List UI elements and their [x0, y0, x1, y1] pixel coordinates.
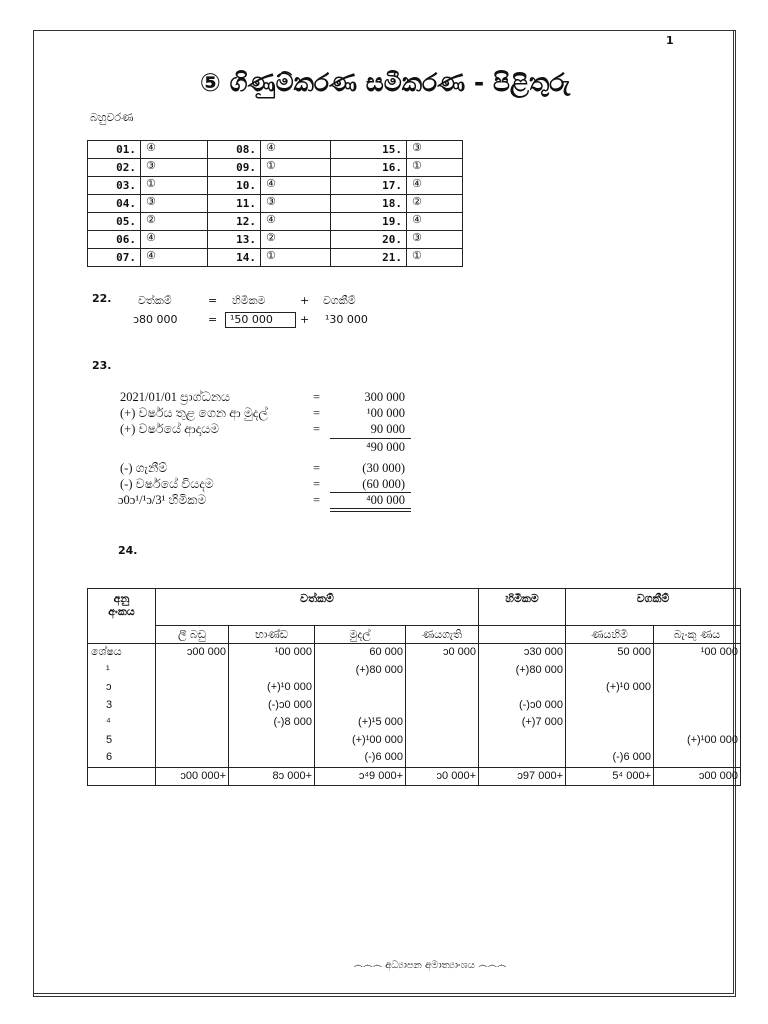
- table-row: [88, 662, 741, 680]
- ledger-cell: (+)80 000: [479, 662, 566, 680]
- ledger-cell: [156, 662, 229, 680]
- q23-subtotal-value: ⁴90 000: [366, 440, 405, 454]
- ledger-cell: [654, 679, 741, 697]
- ledger-cell: [566, 662, 654, 680]
- table-row: [88, 644, 741, 662]
- q24-ledger-table: [87, 588, 741, 786]
- ledger-cell: (-)6 000: [566, 749, 654, 767]
- q22-number: 22.: [92, 292, 112, 305]
- ledger-subheader: ලී බඩු: [156, 626, 229, 644]
- q23-line-equals: =: [313, 493, 321, 507]
- ledger-row-label: 6: [88, 749, 156, 767]
- mcq-answer: ④: [141, 141, 208, 159]
- mcq-question-number: 15.: [331, 141, 407, 159]
- q23-line-label: 2021/01/01 ප්‍රාග්ධනය: [120, 390, 230, 404]
- ledger-total-cell: [88, 767, 156, 785]
- q23-double-rule-bottom: [330, 511, 411, 512]
- mcq-question-number: 05.: [88, 213, 141, 231]
- ledger-total-cell: 8ɔ 000+: [229, 767, 315, 785]
- ledger-cell: [229, 749, 315, 767]
- q24-number: 24.: [118, 544, 138, 557]
- table-row: [88, 697, 741, 715]
- mcq-section-label: බහුවරණ: [90, 111, 134, 124]
- mcq-question-number: 18.: [331, 195, 407, 213]
- mcq-answer: ④: [261, 213, 331, 231]
- q23-line-equals: =: [313, 422, 321, 436]
- mcq-row: [88, 213, 463, 231]
- ledger-cell: [406, 662, 479, 680]
- page-number: 1: [666, 34, 674, 47]
- mcq-question-number: 20.: [331, 231, 407, 249]
- ledger-cell: (+)¹5 000: [315, 714, 406, 732]
- q22-assets-label: වත්කම්: [138, 294, 172, 307]
- ledger-total-cell: ɔ⁴9 000+: [315, 767, 406, 785]
- mcq-question-number: 17.: [331, 177, 407, 195]
- q23-line-value: (60 000): [362, 477, 405, 491]
- ledger-cell: 60 000: [315, 644, 406, 662]
- q22-equity-label: හිමිකම: [232, 294, 266, 307]
- footer-ministry: ෴෴෴ අධ්‍යාපන අමාත්‍යාංශය ෴෴෴: [353, 960, 507, 971]
- ledger-cell: [566, 697, 654, 715]
- mcq-answer: ④: [407, 177, 463, 195]
- ledger-cell: [479, 679, 566, 697]
- ledger-cell: [315, 697, 406, 715]
- q23-line-equals: =: [313, 477, 321, 491]
- ledger-cell: [654, 749, 741, 767]
- mcq-question-number: 12.: [208, 213, 261, 231]
- q23-line-value: 300 000: [364, 390, 405, 404]
- ledger-total-cell: ɔ97 000+: [479, 767, 566, 785]
- ledger-header-number-line1: අනු: [113, 592, 130, 605]
- mcq-question-number: 10.: [208, 177, 261, 195]
- ledger-total-cell: ɔ00 000: [654, 767, 741, 785]
- q23-line-value: (30 000): [362, 461, 405, 475]
- ledger-subheader-row: [88, 626, 741, 644]
- ledger-cell: [406, 732, 479, 750]
- ledger-subheader: භාණ්ඩ: [229, 626, 315, 644]
- ledger-row-label: 5: [88, 732, 156, 750]
- ledger-cell: 50 000: [566, 644, 654, 662]
- ledger-cell: [406, 679, 479, 697]
- ledger-header-number-line2: අංකය: [108, 605, 135, 618]
- ledger-header-assets: වත්කම්: [156, 589, 479, 626]
- ledger-cell: (+)80 000: [315, 662, 406, 680]
- ledger-cell: [156, 749, 229, 767]
- ledger-cell: [315, 679, 406, 697]
- ledger-cell: ɔ0 000: [406, 644, 479, 662]
- mcq-question-number: 14.: [208, 249, 261, 267]
- ledger-cell: [229, 732, 315, 750]
- mcq-question-number: 11.: [208, 195, 261, 213]
- ledger-cell: (+)¹0 000: [229, 679, 315, 697]
- mcq-answer: ③: [141, 159, 208, 177]
- ledger-cell: ¹00 000: [654, 644, 741, 662]
- mcq-answer: ①: [141, 177, 208, 195]
- q22-equals-2: =: [208, 313, 218, 326]
- ledger-subheader: ණයගැති: [406, 626, 479, 644]
- ledger-cell: (-)8 000: [229, 714, 315, 732]
- table-row: [88, 679, 741, 697]
- mcq-answer: ②: [141, 213, 208, 231]
- q23-line-equals: =: [313, 461, 321, 475]
- q22-plus-2: +: [300, 313, 310, 326]
- mcq-answer: ①: [407, 159, 463, 177]
- ledger-cell: ɔ30 000: [479, 644, 566, 662]
- mcq-answer: ①: [407, 249, 463, 267]
- ledger-cell: [406, 697, 479, 715]
- q23-subtotal-rule: [330, 438, 411, 439]
- mcq-answer: ③: [407, 141, 463, 159]
- mcq-question-number: 19.: [331, 213, 407, 231]
- mcq-row: [88, 141, 463, 159]
- mcq-question-number: 08.: [208, 141, 261, 159]
- mcq-answer: ②: [261, 231, 331, 249]
- q23-line-equals: =: [313, 406, 321, 420]
- q23-double-rule-top: [330, 508, 411, 509]
- ledger-cell: (+)¹00 000: [315, 732, 406, 750]
- q23-line-label: (+) වර්ෂය තුළ ගෙන ආ මුදල්: [120, 406, 268, 420]
- ledger-cell: (-)6 000: [315, 749, 406, 767]
- ledger-cell: [654, 697, 741, 715]
- ledger-header-equity: හිමිකම: [479, 589, 566, 626]
- mcq-answer: ④: [141, 231, 208, 249]
- ledger-cell: (+)¹0 000: [566, 679, 654, 697]
- mcq-answer: ①: [261, 159, 331, 177]
- ledger-cell: [406, 714, 479, 732]
- q22-equals: =: [208, 294, 218, 307]
- q22-equity-value-box: ¹50 000: [225, 312, 296, 328]
- mcq-answer: ④: [141, 249, 208, 267]
- q23-number: 23.: [92, 359, 112, 372]
- ledger-cell: [156, 697, 229, 715]
- ledger-header-liabilities: වගකීම්: [566, 589, 741, 626]
- ledger-cell: ɔ00 000: [156, 644, 229, 662]
- mcq-row: [88, 231, 463, 249]
- ledger-subheader: මුදල්: [315, 626, 406, 644]
- mcq-row: [88, 177, 463, 195]
- q23-line-value: ¹00 000: [366, 406, 405, 420]
- q23-line-label: (+) වර්ෂයේ ආදායම: [120, 422, 220, 436]
- ledger-cell: (-)ɔ0 000: [479, 697, 566, 715]
- ledger-cell: [654, 662, 741, 680]
- table-row: [88, 714, 741, 732]
- mcq-answer: ④: [261, 177, 331, 195]
- ledger-total-row: [88, 767, 741, 785]
- q23-line-label: (-) ගැනීම්: [120, 461, 168, 475]
- ledger-header-row: [88, 589, 741, 626]
- ledger-total-cell: ɔ00 000+: [156, 767, 229, 785]
- ledger-cell: [156, 679, 229, 697]
- ledger-cell: (+)7 000: [479, 714, 566, 732]
- mcq-row: [88, 249, 463, 267]
- q23-line-label: (-) වර්ෂයේ වියදම: [120, 477, 214, 491]
- mcq-question-number: 06.: [88, 231, 141, 249]
- table-row: [88, 749, 741, 767]
- q22-liabilities-label: වගකීම්: [323, 294, 356, 307]
- ledger-cell: [406, 749, 479, 767]
- ledger-cell: (-)ɔ0 000: [229, 697, 315, 715]
- mcq-question-number: 03.: [88, 177, 141, 195]
- q22-liabilities-value: ¹30 000: [325, 313, 368, 326]
- mcq-question-number: 21.: [331, 249, 407, 267]
- ledger-cell: [654, 714, 741, 732]
- ledger-cell: [229, 662, 315, 680]
- ledger-cell: [479, 732, 566, 750]
- ledger-row-label: ⁴: [88, 714, 156, 732]
- ledger-subheader: ණයහිමි: [566, 626, 654, 644]
- mcq-row: [88, 159, 463, 177]
- q23-line-label: ɔ0ɔ¹/¹ɔ/3¹ හිමිකම: [118, 493, 207, 507]
- mcq-question-number: 02.: [88, 159, 141, 177]
- page-title: ⑤ ගිණුම්කරණ සමීකරණ - පිළිතුරු: [199, 68, 571, 97]
- ledger-row-label: ¹: [88, 662, 156, 680]
- mcq-answer: ④: [407, 213, 463, 231]
- mcq-question-number: 16.: [331, 159, 407, 177]
- ledger-cell: [156, 714, 229, 732]
- ledger-cell: [566, 732, 654, 750]
- ledger-row-label: 3: [88, 697, 156, 715]
- ledger-cell: [566, 714, 654, 732]
- mcq-question-number: 01.: [88, 141, 141, 159]
- q23-line-equals: =: [313, 390, 321, 404]
- mcq-answer: ③: [141, 195, 208, 213]
- ledger-row-label: ɔ: [88, 679, 156, 697]
- mcq-question-number: 13.: [208, 231, 261, 249]
- q23-line-value: 90 000: [370, 422, 405, 436]
- mcq-question-number: 09.: [208, 159, 261, 177]
- mcq-answer: ④: [261, 141, 331, 159]
- ledger-cell: [479, 749, 566, 767]
- mcq-answer: ①: [261, 249, 331, 267]
- mcq-row: [88, 195, 463, 213]
- mcq-question-number: 07.: [88, 249, 141, 267]
- ledger-subheader: බැංකු ණය: [654, 626, 741, 644]
- ledger-total-cell: ɔ0 000+: [406, 767, 479, 785]
- ledger-cell: [156, 732, 229, 750]
- ledger-total-cell: 5⁴ 000+: [566, 767, 654, 785]
- mcq-answer-table: [87, 140, 463, 267]
- ledger-cell: (+)¹00 000: [654, 732, 741, 750]
- q22-plus: +: [300, 294, 310, 307]
- ledger-row-label: ශේෂය: [88, 644, 156, 662]
- mcq-answer: ③: [407, 231, 463, 249]
- ledger-subheader: [479, 626, 566, 644]
- ledger-header-number: [88, 589, 156, 644]
- mcq-answer: ②: [407, 195, 463, 213]
- mcq-answer: ③: [261, 195, 331, 213]
- q22-assets-value: ɔ80 000: [133, 313, 178, 326]
- mcq-question-number: 04.: [88, 195, 141, 213]
- ledger-cell: ¹00 000: [229, 644, 315, 662]
- q23-final-value: ⁴00 000: [366, 493, 405, 507]
- table-row: [88, 732, 741, 750]
